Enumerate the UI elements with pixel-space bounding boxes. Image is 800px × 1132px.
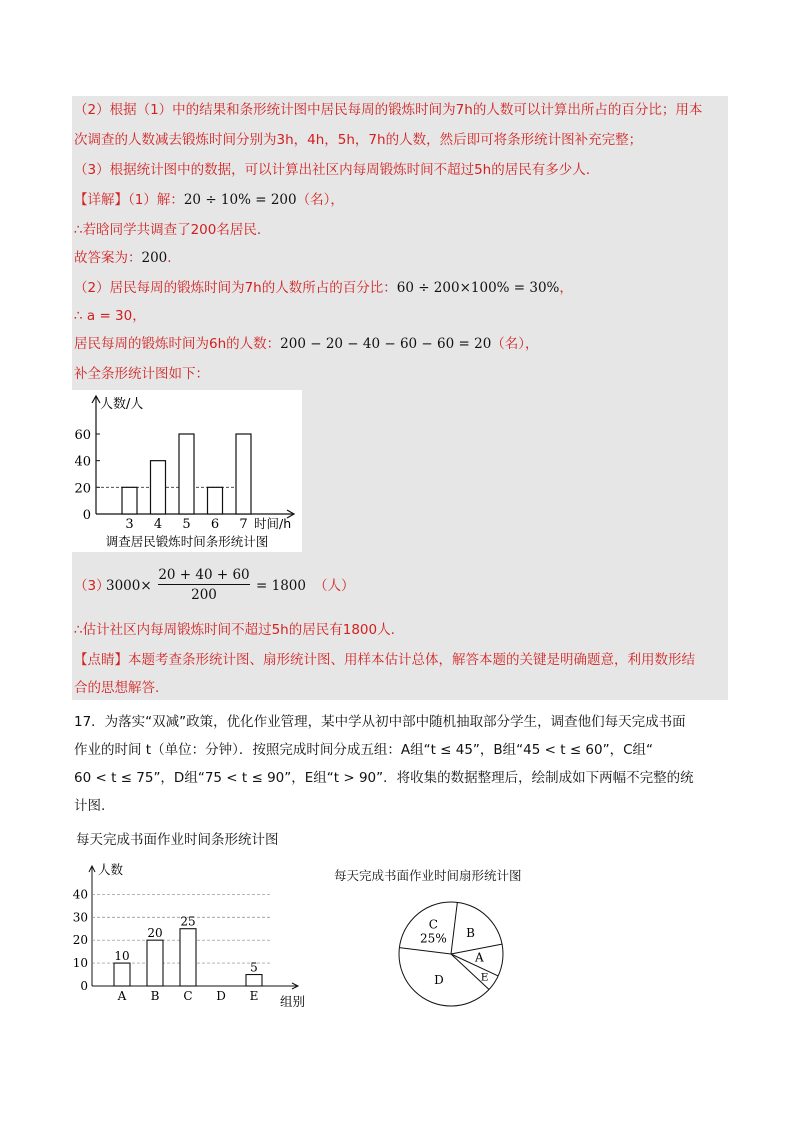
homework-pie-chart-title: 每天完成书面作业时间扇形统计图 bbox=[334, 868, 522, 883]
bar-3 bbox=[122, 487, 137, 514]
part3-numerator: 20 + 40 + 60 bbox=[158, 567, 250, 583]
y-tick-label-40: 40 bbox=[72, 887, 88, 902]
y-tick-label-0: 0 bbox=[82, 508, 91, 523]
slice-label-A: A bbox=[475, 950, 484, 965]
x-tick-label-E: E bbox=[249, 989, 259, 1003]
answer-line bbox=[74, 248, 172, 268]
exercise-bar-chart bbox=[72, 390, 302, 552]
part2-text: （2）居民每周的锻炼时间为7h的人数所占的百分比： bbox=[74, 280, 397, 296]
answer-value: 200 bbox=[141, 250, 168, 266]
part2b-line bbox=[74, 334, 539, 354]
conclusion-1: ∴若晗同学共调查了200名居民. bbox=[74, 222, 262, 238]
detail-line bbox=[74, 190, 344, 210]
answer-end: . bbox=[167, 250, 172, 266]
x-tick-label-A: A bbox=[117, 989, 127, 1003]
x-tick-label-4: 4 bbox=[153, 517, 163, 532]
part3-denominator: 200 bbox=[191, 587, 217, 603]
bar-7 bbox=[236, 434, 251, 514]
part2-formula: 60 ÷ 200×100% = 30% bbox=[396, 280, 560, 296]
slice-label-D: D bbox=[434, 972, 444, 987]
detail-tag: 【详解】 bbox=[74, 192, 128, 208]
x-tick-label-5: 5 bbox=[182, 517, 191, 532]
question17-line-4: 计图. bbox=[74, 798, 106, 814]
x-axis-label: 时间/h bbox=[254, 516, 292, 531]
bar-A bbox=[114, 963, 130, 986]
question17-line-2: 作业的时间 t（单位：分钟）．按照完成时间分成五组：A组“t ≤ 45”，B组“45 < t ≤ 60”，C组“ bbox=[74, 742, 654, 758]
bar-C bbox=[180, 929, 196, 986]
bar-B bbox=[147, 940, 163, 986]
comment-text: 本题考查条形统计图、扇形统计图、用样本估计总体，解答本题的关键是明确题意，利用数形结 bbox=[128, 652, 695, 668]
solution-line-1: （2）根据（1）中的结果和条形统计图中居民每周的锻炼时间为7h的人数可以计算出所占的百分比；用本 bbox=[74, 102, 703, 118]
y-tick-label-20: 20 bbox=[72, 933, 88, 948]
data-label-A: 10 bbox=[114, 949, 130, 964]
x-tick-label-6: 6 bbox=[210, 517, 220, 532]
therefore-a: ∴ a = 30， bbox=[74, 308, 146, 324]
y-axis-label: 人数 bbox=[98, 862, 124, 877]
y-axis-label: 人数/人 bbox=[100, 397, 144, 412]
bar-4 bbox=[151, 461, 166, 514]
x-axis-label: 组别 bbox=[280, 994, 306, 1009]
part2-end: ， bbox=[559, 280, 573, 296]
comment-tag: 【点睛】 bbox=[74, 652, 128, 668]
x-tick-label-B: B bbox=[150, 989, 160, 1003]
x-tick-label-D: D bbox=[216, 989, 226, 1003]
part3-result: = 1800 bbox=[256, 578, 306, 594]
detail-unit: （名）， bbox=[296, 192, 344, 208]
homework-bar-chart bbox=[60, 852, 320, 1012]
part2-line bbox=[74, 278, 573, 298]
x-tick-label-7: 7 bbox=[239, 517, 248, 532]
bar-E bbox=[246, 975, 262, 986]
comment-line bbox=[74, 650, 695, 670]
part3-prefix: （3） bbox=[74, 578, 110, 594]
exercise-chart-panel bbox=[72, 390, 302, 552]
part2b-formula: 200 − 20 − 40 − 60 − 60 = 20 bbox=[280, 336, 492, 352]
x-tick-label-3: 3 bbox=[125, 517, 134, 532]
slice-label-C: C bbox=[428, 917, 438, 932]
part3-unit: （人） bbox=[314, 578, 355, 594]
question17-line-1: 17．为落实“双减”政策，优化作业管理，某中学从初中部中随机抽取部分学生，调查他们每天完成书面 bbox=[74, 714, 686, 730]
homework-bar-chart-title: 每天完成书面作业时间条形统计图 bbox=[76, 832, 279, 848]
y-tick-label-30: 30 bbox=[72, 910, 88, 925]
slice-label-B: B bbox=[466, 926, 475, 941]
y-tick-label-10: 10 bbox=[72, 956, 88, 971]
bar-6 bbox=[208, 487, 223, 514]
y-tick-label-40: 40 bbox=[74, 454, 91, 470]
data-label-C: 25 bbox=[180, 914, 196, 929]
solution-line-3: （3）根据统计图中的数据，可以计算出社区内每周锻炼时间不超过5h的居民有多少人. bbox=[74, 162, 591, 178]
comment-line-2: 合的思想解答. bbox=[74, 680, 160, 696]
part2b-text: 居民每周的锻炼时间为6h的人数： bbox=[74, 336, 281, 352]
detail-formula: 20 ÷ 10% = 200 bbox=[183, 192, 297, 208]
conclusion-3: ∴估计社区内每周锻炼时间不超过5h的居民有1800人. bbox=[74, 622, 395, 638]
homework-pie-chart bbox=[388, 890, 518, 1020]
answer-label: 故答案为： bbox=[74, 250, 142, 266]
y-tick-label-0: 0 bbox=[80, 979, 88, 993]
slice-value-C: 25% bbox=[420, 931, 447, 946]
x-tick-label-C: C bbox=[183, 989, 193, 1003]
detail-text: （1）解： bbox=[128, 192, 184, 208]
bar-5 bbox=[179, 434, 194, 514]
exercise-chart-title: 调查居民锻炼时间条形统计图 bbox=[105, 534, 269, 549]
part3-lead: 3000× bbox=[106, 578, 152, 594]
solution-line-2: 次调查的人数减去锻炼时间分别为3h，4h，5h，7h的人数，然后即可将条形统计图补充完整； bbox=[74, 132, 643, 148]
question17-line-3: 60 < t ≤ 75”，D组“75 < t ≤ 90”，E组“t > 90”．将收集的数据整理后，绘制成如下两幅不完整的统 bbox=[74, 770, 694, 786]
y-tick-label-60: 60 bbox=[74, 428, 91, 443]
slice-label-E: E bbox=[480, 971, 489, 984]
data-label-E: 5 bbox=[250, 960, 258, 975]
part2b-unit: （名）， bbox=[491, 336, 539, 352]
complete-text: 补全条形统计图如下： bbox=[74, 366, 209, 382]
data-label-B: 20 bbox=[147, 926, 163, 941]
y-tick-label-20: 20 bbox=[74, 481, 91, 497]
